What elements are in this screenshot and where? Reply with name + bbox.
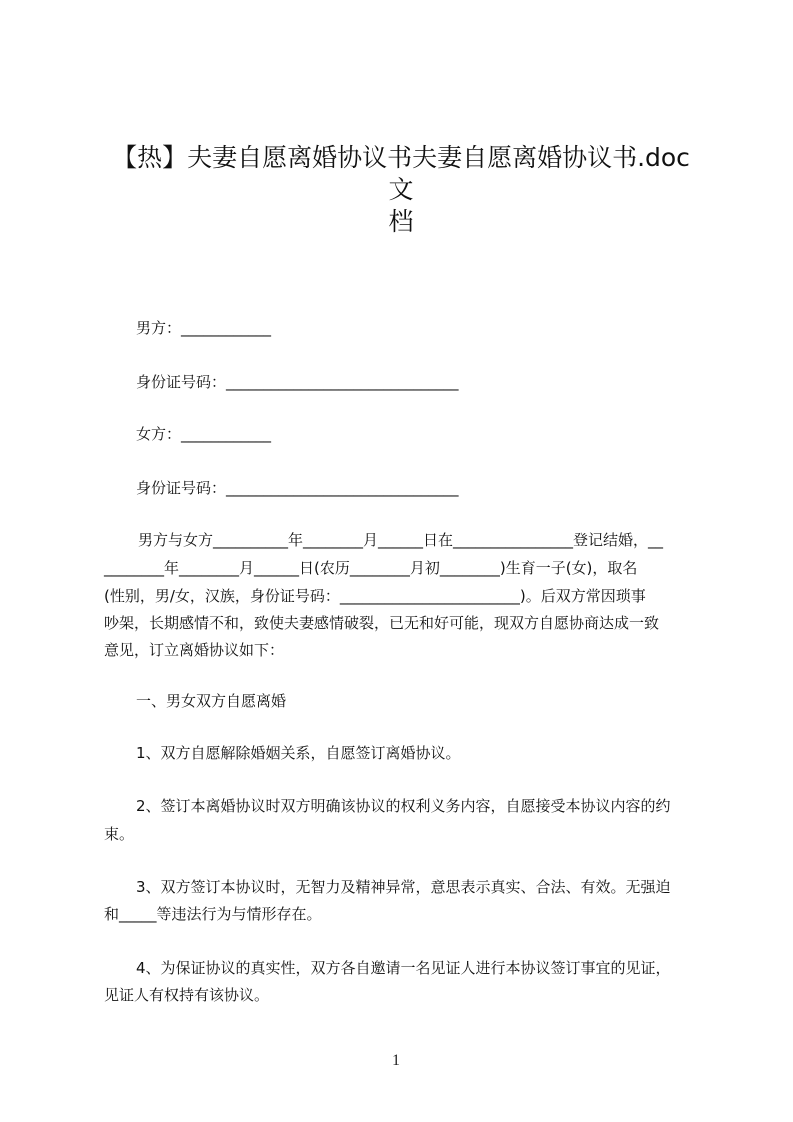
document-title-line-2: 档	[388, 207, 414, 236]
female-id-number-field: 身份证号码：_______________________________	[136, 479, 459, 497]
agreement-item-2-line-1: 2、签订本离婚协议时双方明确该协议的权利义务内容，自愿接受本协议内容的约	[136, 797, 671, 815]
intro-line-1: 男方与女方__________年________月______日在________________登记结婚，__	[138, 531, 664, 549]
agreement-item-1: 1、双方自愿解除婚姻关系，自愿签订离婚协议。	[136, 744, 461, 762]
male-party-field: 男方：____________	[136, 319, 272, 337]
intro-line-4: 吵架，长期感情不和，致使夫妻感情破裂，已无和好可能，现双方自愿协商达成一致	[104, 614, 660, 632]
agreement-item-3-line-2: 和_____等违法行为与情形存在。	[104, 905, 322, 923]
intro-line-5: 意见，订立离婚协议如下：	[104, 641, 285, 659]
agreement-item-2-line-2: 束。	[104, 825, 135, 843]
section-heading-voluntary-divorce: 一、男女双方自愿离婚	[136, 692, 287, 710]
intro-line-2: ________年________月______日(农历________月初________)生育一子(女)，取名	[104, 559, 638, 577]
agreement-item-3-line-1: 3、双方签订本协议时，无智力及精神异常，意思表示真实、合法、有效。无强迫	[136, 878, 671, 896]
agreement-item-4-line-1: 4、为保证协议的真实性，双方各自邀请一名见证人进行本协议签订事宜的见证，	[136, 959, 671, 977]
document-title	[96, 142, 706, 238]
page-number: 1	[392, 1052, 400, 1069]
male-id-number-field: 身份证号码：_______________________________	[136, 373, 459, 391]
intro-line-3: (性别，男/女，汉族，身份证号码：________________________)。后双方常因琐事	[104, 587, 646, 605]
female-party-field: 女方：____________	[136, 425, 272, 443]
document-title-line-1: 【热】夫妻自愿离婚协议书夫妻自愿离婚协议书.doc 文	[112, 143, 690, 204]
agreement-item-4-line-2: 见证人有权持有该协议。	[104, 986, 270, 1004]
